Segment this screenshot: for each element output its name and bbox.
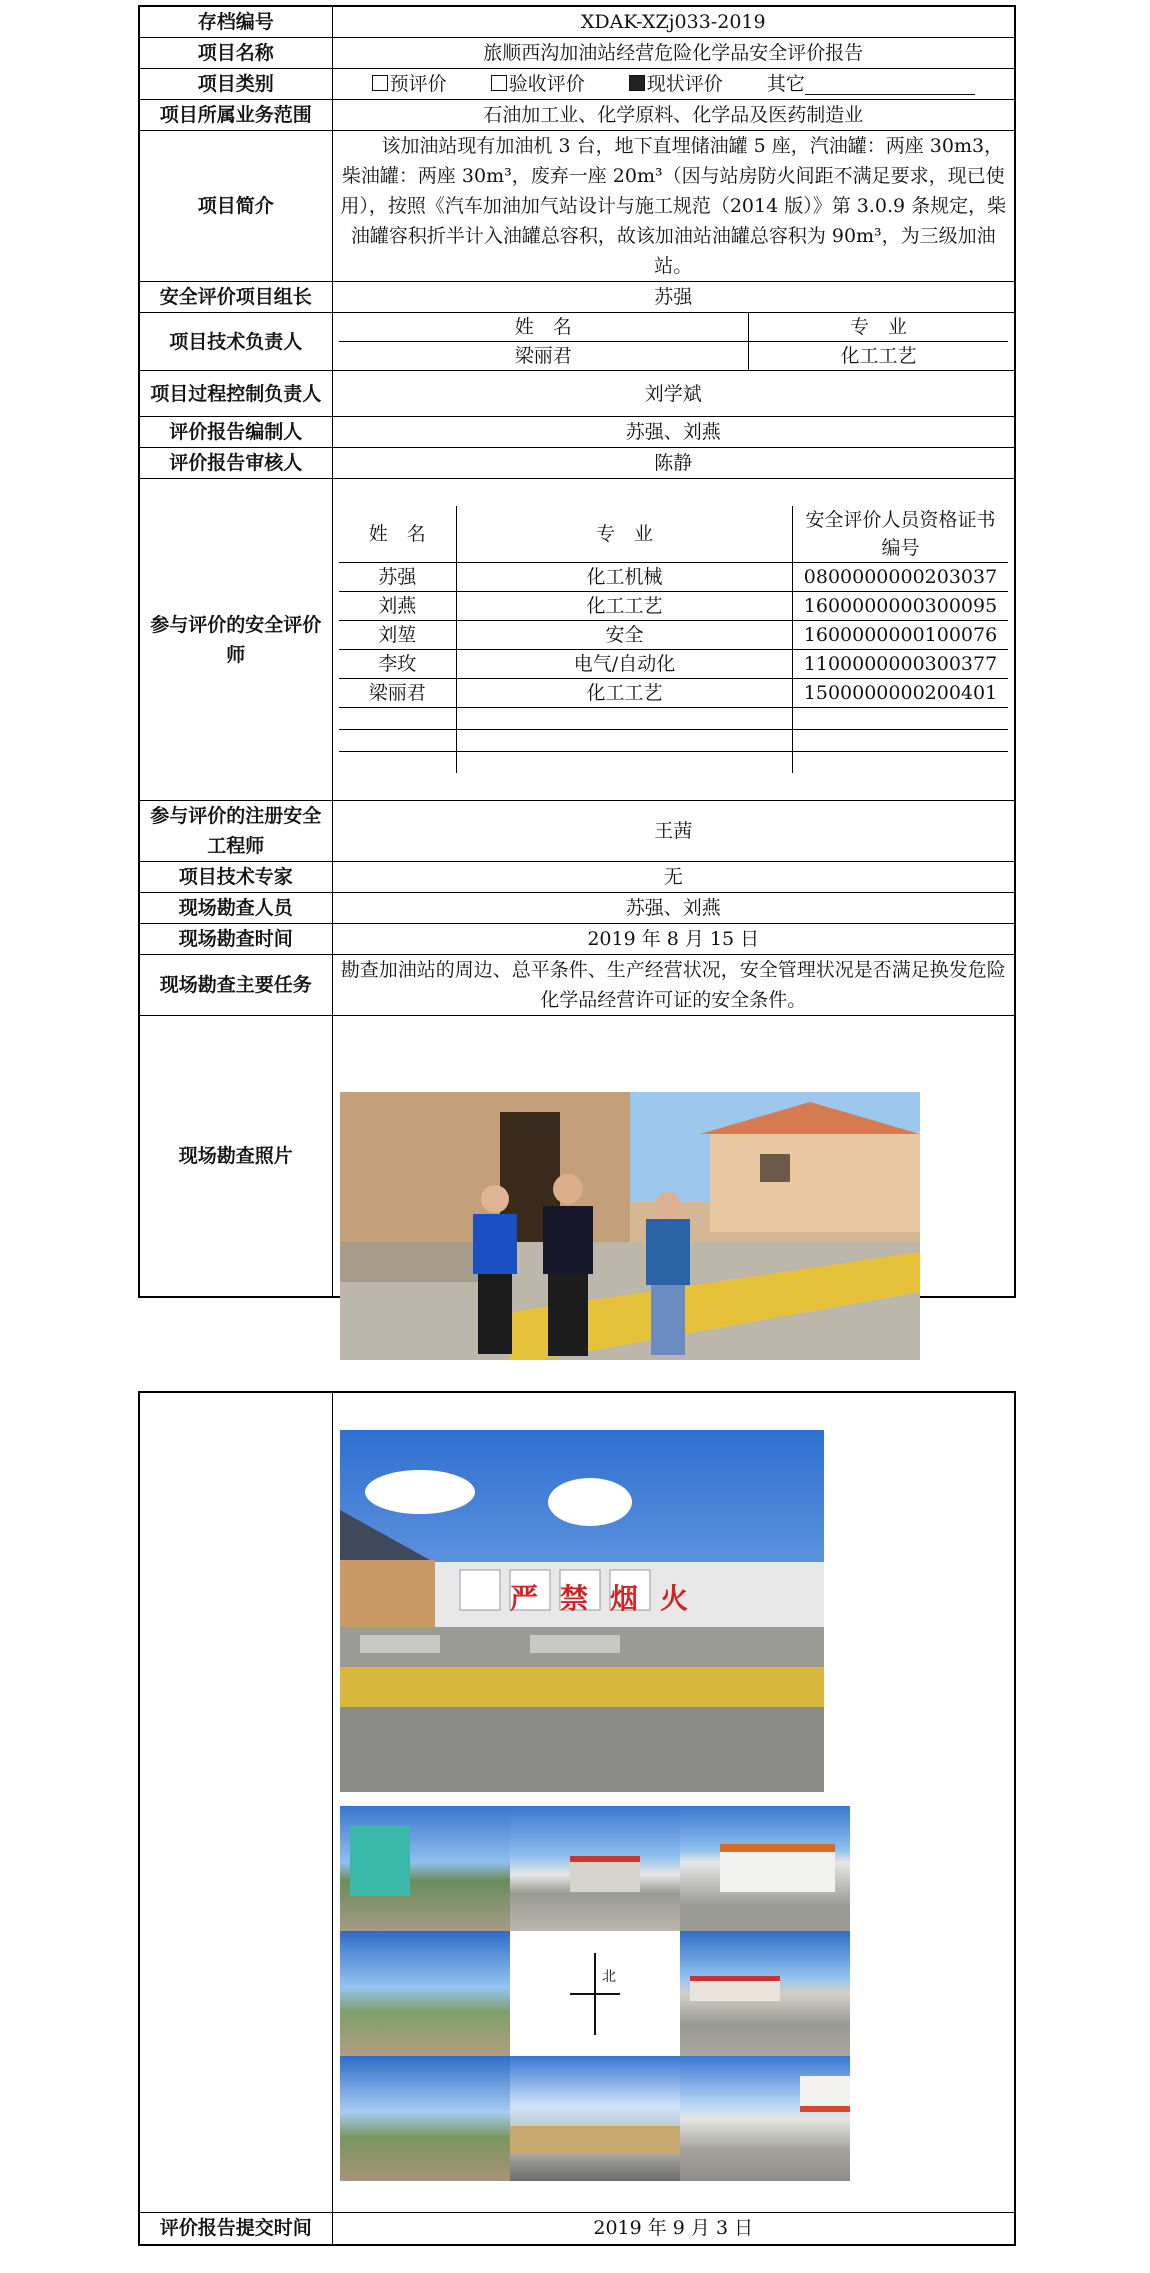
process-lead-label: 项目过程控制负责人: [139, 371, 332, 417]
compiler-value: 苏强、刘燕: [332, 417, 1015, 448]
tech-lead-major: 化工工艺: [749, 342, 1009, 371]
surroundings-photo-1: [340, 1806, 510, 1931]
empty-row: [339, 729, 1009, 751]
project-type-label: 项目类别: [139, 69, 332, 100]
assessors-label: 参与评价的安全评价师: [139, 479, 332, 801]
team-leader-label: 安全评价项目组长: [139, 282, 332, 313]
table-row: 刘燕 化工工艺 1600000000300095: [339, 591, 1009, 620]
type-option-current: 现状评价: [629, 69, 723, 99]
assessor-name-header: 姓 名: [339, 506, 457, 563]
table-row: 刘堃 安全 1600000000100076: [339, 620, 1009, 649]
expert-label: 项目技术专家: [139, 862, 332, 893]
survey-photo-drawing: [340, 1092, 920, 1360]
reviewer-value: 陈静: [332, 448, 1015, 479]
empty-row: [339, 707, 1009, 729]
checkbox-checked-icon: [629, 75, 645, 91]
project-type-options: [332, 69, 1015, 100]
survey-staff-value: 苏强、刘燕: [332, 893, 1015, 924]
north-arrow-panel: [510, 1931, 680, 2056]
survey-photo-people: [340, 1092, 920, 1360]
tech-lead-name-header: 姓 名: [339, 313, 749, 342]
north-label: 北: [602, 1969, 616, 1985]
survey-staff-label: 现场勘查人员: [139, 893, 332, 924]
no-smoking-banner: 严禁烟火: [510, 1582, 711, 1615]
registered-engineer-label: 参与评价的注册安全工程师: [139, 801, 332, 862]
photo-continuation-label: [139, 1392, 332, 2212]
assessor-major-header: 专 业: [457, 506, 793, 563]
assessors-table: [339, 506, 1009, 774]
compiler-label: 评价报告编制人: [139, 417, 332, 448]
table-row: 梁丽君 化工工艺 1500000000200401: [339, 678, 1009, 707]
table-row: 李玫 电气/自动化 1100000000300377: [339, 649, 1009, 678]
project-name-value: 旅顺西沟加油站经营危险化学品安全评价报告: [332, 38, 1015, 69]
submit-time-label: 评价报告提交时间: [139, 2212, 332, 2245]
survey-task-label: 现场勘查主要任务: [139, 955, 332, 1016]
intro-label: 项目简介: [139, 131, 332, 282]
north-arrow-icon: [510, 1931, 680, 2056]
checkbox-empty-icon: [491, 75, 507, 91]
assessor-cert-header: 安全评价人员资格证书编号: [793, 506, 1009, 563]
survey-task-value: 勘查加油站的周边、总平条件、生产经营状况，安全管理状况是否满足换发危险化学品经营许可证的安全条件。: [332, 955, 1015, 1016]
surroundings-photo-5: [680, 1931, 850, 2056]
type-option-acceptance: 验收评价: [491, 69, 585, 99]
surroundings-photo-8: [680, 2056, 850, 2181]
registered-engineer-value: 王茜: [332, 801, 1015, 862]
type-option-other: 其它: [767, 73, 975, 95]
survey-photo-drawing: [340, 1430, 824, 1792]
surroundings-photo-7: [510, 2056, 680, 2181]
surroundings-photo-6: [340, 2056, 510, 2181]
business-scope-value: 石油加工业、化学原料、化学品及医药制造业: [332, 100, 1015, 131]
survey-photos-label: 现场勘查照片: [139, 1016, 332, 1297]
surroundings-photo-4: [340, 1931, 510, 2056]
submit-time-value: 2019 年 9 月 3 日: [332, 2212, 1015, 2245]
archive-no-label: 存档编号: [139, 6, 332, 38]
project-name-label: 项目名称: [139, 38, 332, 69]
empty-row: [339, 751, 1009, 773]
surroundings-photo-3: [680, 1806, 850, 1931]
tech-lead-label: 项目技术负责人: [139, 313, 332, 371]
survey-photo-no-smoking: [340, 1430, 824, 1792]
tech-lead-major-header: 专 业: [749, 313, 1009, 342]
intro-text: 该加油站现有加油机 3 台，地下直埋储油罐 5 座，汽油罐：两座 30m3，柴油罐：两座 30m³，废弃一座 20m³（因与站房防火间距不满足要求，现已使用），按照《汽车加油加气站设计与施工规范（2014 版）》第 3.0.9 条规定，柴油罐容积折半计入油罐总容积，故该加油站油罐总容积为 90m³，为三级加油站。: [332, 131, 1015, 282]
business-scope-label: 项目所属业务范围: [139, 100, 332, 131]
survey-time-label: 现场勘查时间: [139, 924, 332, 955]
archive-no-value: XDAK-XZj033-2019: [332, 6, 1015, 38]
process-lead-value: 刘学斌: [332, 371, 1015, 417]
team-leader-value: 苏强: [332, 282, 1015, 313]
surroundings-photo-2: [510, 1806, 680, 1931]
expert-value: 无: [332, 862, 1015, 893]
type-option-pre: 预评价: [372, 69, 447, 99]
survey-time-value: 2019 年 8 月 15 日: [332, 924, 1015, 955]
tech-lead-name: 梁丽君: [339, 342, 749, 371]
table-row: 苏强 化工机械 0800000000203037: [339, 562, 1009, 591]
checkbox-empty-icon: [372, 75, 388, 91]
reviewer-label: 评价报告审核人: [139, 448, 332, 479]
assessors-cell: [332, 479, 1015, 801]
tech-lead-cell: [332, 313, 1015, 371]
